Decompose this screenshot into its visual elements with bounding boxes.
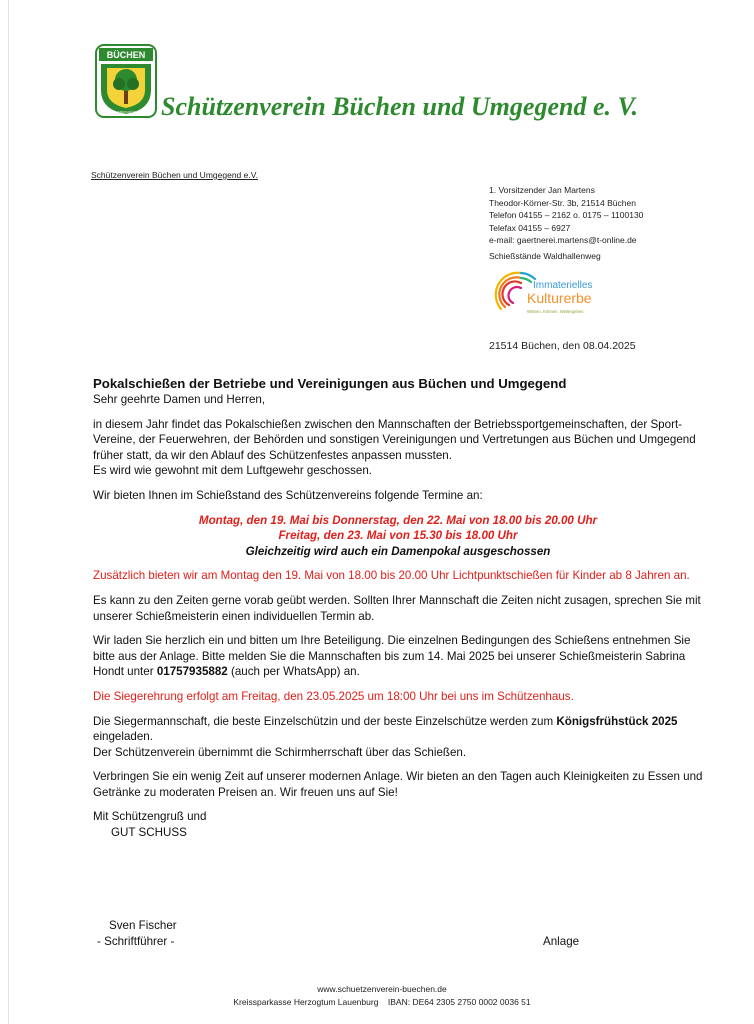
letter-subject: Pokalschießen der Betriebe und Vereinigungen aus Büchen und Umgegend xyxy=(93,376,567,391)
signer-name: Sven Fischer xyxy=(109,919,177,932)
patronage-note: Der Schützenverein übernimmt die Schirmherrschaft über das Schießen. xyxy=(93,745,467,759)
footer-website: www.schuetzenverein-buechen.de xyxy=(317,984,447,994)
ladies-cup-note: Gleichzeitig wird auch ein Damenpokal ausgeschossen xyxy=(245,544,551,558)
address-line: Theodor-Körner-Str. 3b, 21514 Büchen xyxy=(489,197,636,208)
date-line: 21514 Büchen, den 08.04.2025 xyxy=(489,340,636,352)
signer-role: - Schriftführer - xyxy=(97,934,175,948)
footer-bank: Kreissparkasse Herzogtum Lauenburg xyxy=(233,997,379,1007)
kids-shooting-note: Zusätzlich bieten wir am Montag den 19. Mai von 18.00 bis 20.00 Uhr Lichtpunktschießen für Kinder ab 8 Jahren an. xyxy=(93,569,690,583)
crest-ring-text: SCHÜTZENVEREIN BÜCHEN u.UMG. xyxy=(98,110,154,115)
shooting-range-line: Schießstände Waldhallenweg xyxy=(489,251,601,261)
contact-phone-number: 01757935882 xyxy=(156,665,228,679)
phone-line: Telefon 04155 – 2162 o. 0175 – 1100130 xyxy=(489,210,644,220)
invitation-paragraph xyxy=(93,633,703,680)
sender-line: Schützenverein Büchen und Umgegend e.V. xyxy=(91,170,258,180)
footer-bank-line xyxy=(9,996,754,1009)
badge-line-2: Kulturerbe xyxy=(527,290,592,306)
contact-block xyxy=(489,184,643,247)
fax-line: Telefax 04155 – 6927 xyxy=(489,222,571,233)
letter-page xyxy=(8,0,754,1024)
annex-label: Anlage xyxy=(543,935,580,948)
invitation-text-a: Wir laden Sie herzlich ein und bitten um Ihre Beteiligung. Die einzelnen Bedingungen des Schießens entnehmen Sie bitte aus der Anlage. Bitte melden Sie die Mannschaften bis zum 14. Mai 2025 bei unserer Schießmeisterin Sabrina Hondt unter xyxy=(93,634,691,679)
date-option-2: Freitag, den 23. Mai von 15.30 bis 18.00 Uhr xyxy=(278,529,518,543)
intro-paragraph: in diesem Jahr findet das Pokalschießen zwischen den Mannschaften der Betriebssportgemeinschaften, der Sport-Vereine, der Feuerwehren, der Behörden und sonstigen Vereinigungen und Vertretungen aus Büchen und Umgegend früher statt, da wir den Ablauf des Schützenfestes anpassen mussten. xyxy=(93,417,696,462)
offer-paragraph: Wir bieten Ihnen im Schießstand des Schützenvereins folgende Termine an: xyxy=(93,488,483,502)
greeting: Mit Schützengruß und xyxy=(93,810,207,824)
letter-body xyxy=(93,376,703,841)
club-crest-logo xyxy=(95,44,157,118)
invitation-text-b: (auch per WhatsApp) an. xyxy=(227,665,360,679)
date-option-1: Montag, den 19. Mai bis Donnerstag, den 22. Mai von 18.00 bis 20.00 Uhr xyxy=(198,513,598,527)
page-footer xyxy=(9,983,754,1009)
closing-paragraph: Verbringen Sie ein wenig Zeit auf unserer modernen Anlage. Wir bieten an den Tagen auch Kleinigkeiten zu Essen und Getränke zu moderaten Preisen an. Wir freuen uns auf Sie! xyxy=(93,770,703,799)
chairman-line: 1. Vorsitzender Jan Martens xyxy=(489,185,595,195)
kulturerbe-badge-logo xyxy=(491,265,616,321)
award-ceremony-note: Die Siegerehrung erfolgt am Freitag, den 23.05.2025 um 18:00 Uhr bei uns im Schützenhaus. xyxy=(93,689,574,703)
salutation: Sehr geehrte Damen und Herren, xyxy=(93,393,266,406)
badge-line-3: Wissen. Können. Weitergeben. xyxy=(527,309,585,314)
rifle-note: Es wird wie gewohnt mit dem Luftgewehr geschossen. xyxy=(93,464,373,478)
footer-iban: IBAN: DE64 2305 2750 0002 0036 51 xyxy=(387,997,531,1007)
club-title: Schützenverein Büchen und Umgegend e. V. xyxy=(161,92,638,121)
badge-line-1: Immaterielles xyxy=(533,280,593,291)
email-line: e-mail: gaertnerei.martens@t-online.de xyxy=(489,235,637,245)
signature-block xyxy=(97,918,177,949)
crest-top-text: BÜCHEN xyxy=(106,50,146,60)
kings-breakfast: Königsfrühstück 2025 xyxy=(556,714,678,728)
winners-paragraph xyxy=(93,714,703,745)
practice-paragraph: Es kann zu den Zeiten gerne vorab geübt werden. Sollten Ihrer Mannschaft die Zeiten nicht zusagen, sprechen Sie mit unserer Schießmeisterin einen individuellen Termin ab. xyxy=(93,593,701,623)
gut-schuss: GUT SCHUSS xyxy=(111,826,187,840)
winners-text-b: eingeladen. xyxy=(93,730,153,744)
winners-text-a: Die Siegermannschaft, die beste Einzelschützin und der beste Einzelschütze werden zum xyxy=(93,714,557,728)
